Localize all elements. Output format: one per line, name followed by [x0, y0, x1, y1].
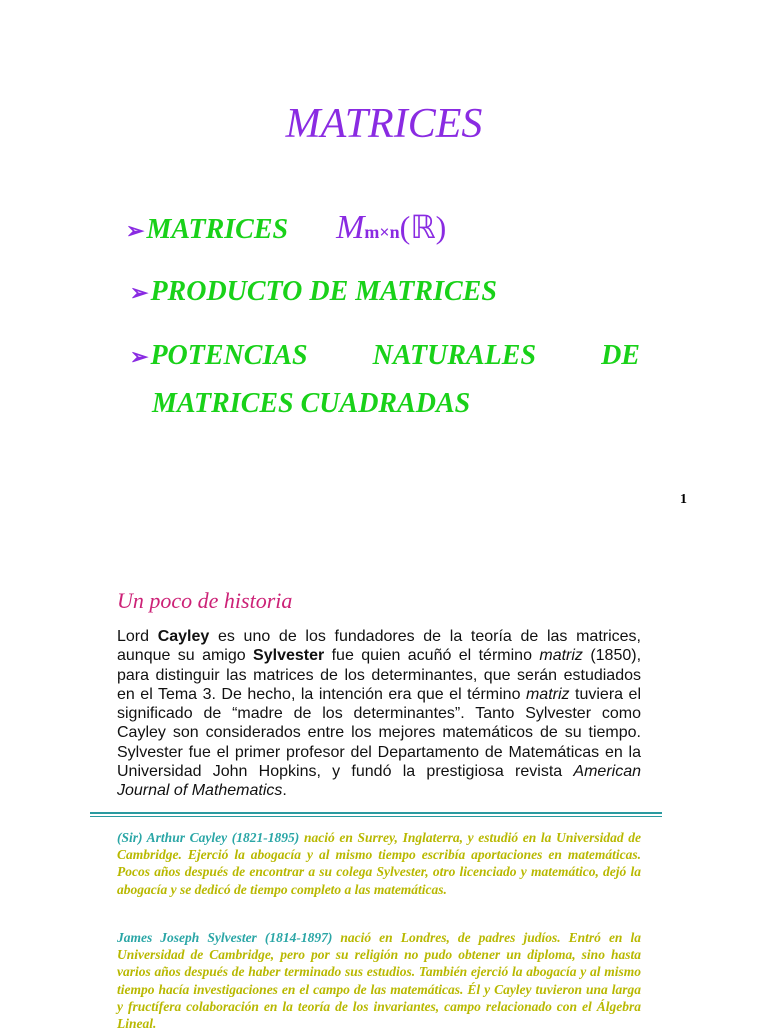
bullet-word: DE	[601, 340, 640, 371]
bio-text: nació en Surrey, Inglaterra, y estudió en la Universidad de Cambridge. Ejerció la abogacía y al mismo tiempo escribía aportaciones en matemáticas. Pocos años después de encontrar a su colega Sylvester, otro licenciado y matemático, dejó la abogacía y se dedicó de tiempo completo a las matemáticas.	[117, 830, 641, 897]
journal-name: American Journal of Mathematics	[117, 763, 641, 800]
bio-name: (Sir) Arthur Cayley (1821-1895)	[117, 830, 300, 845]
text-run: es uno de los fundadores de la teoría de las matrices, aunque su amigo	[117, 628, 641, 665]
arrow-right-icon: ➢	[126, 218, 145, 243]
divider-line	[90, 812, 662, 814]
text-run: Lord	[117, 628, 158, 645]
page-title: MATRICES	[285, 101, 483, 147]
cayley-bio	[117, 829, 641, 898]
sylvester-bio	[117, 929, 641, 1032]
text-run: .	[282, 782, 287, 800]
math-symbol: M	[336, 209, 365, 246]
text-run: fue quien acuñó el término	[324, 647, 540, 665]
text-run: (1850), para distinguir las matrices de los determinantes, que serán estudiados en el Tema 3. De hecho, la intención era que el término	[117, 647, 642, 703]
bullet-matrices	[126, 208, 446, 247]
divider-line	[90, 816, 662, 817]
history-paragraph	[117, 627, 641, 801]
bio-name: James Joseph Sylvester (1814-1897)	[117, 930, 333, 945]
sylvester-name: Sylvester	[253, 647, 325, 665]
math-subscript: m×n	[364, 222, 400, 242]
text-run: tuviera el significado de “madre de los determinantes”. Tanto Sylvester como Cayley son considerados entre los mejores matemáticos de su tiempo. Sylvester fue el primer profesor del Departamento de Matemáticas en la Universidad John Hopkins, y fundó la prestigiosa revista	[117, 685, 641, 781]
bullet-potencias	[130, 340, 640, 372]
math-argument: (ℝ)	[399, 209, 447, 245]
bio-text: nació en Londres, de padres judíos. Entró en la Universidad de Cambridge, pero por su religión no pudo obtener un diploma, sino hasta varios años después de haber terminado sus estudios. También ejerció la abogacía y al mismo tiempo hacía investigaciones en el campo de las matemáticas. Él y Cayley tuvieron una larga y fructífera colaboración en la teoría de los invariantes, campo relacionado con el Álgebra Lineal.	[117, 930, 641, 1032]
cayley-name: Cayley	[157, 628, 210, 645]
bullet-label: MATRICES	[146, 214, 289, 245]
bullet-producto	[130, 276, 497, 308]
bullet-word: POTENCIAS	[150, 340, 308, 371]
bullet-word: NATURALES	[372, 340, 537, 371]
bullet-label: PRODUCTO DE MATRICES	[150, 276, 497, 307]
history-heading: Un poco de historia	[117, 588, 293, 613]
term-matriz: matriz	[525, 685, 570, 703]
term-matriz: matriz	[539, 647, 583, 665]
arrow-right-icon: ➢	[130, 280, 149, 305]
arrow-right-icon: ➢	[130, 344, 149, 369]
bullet-potencias-line2: MATRICES CUADRADAS	[152, 388, 471, 419]
page-number: 1	[680, 492, 687, 507]
math-expression	[336, 209, 447, 246]
